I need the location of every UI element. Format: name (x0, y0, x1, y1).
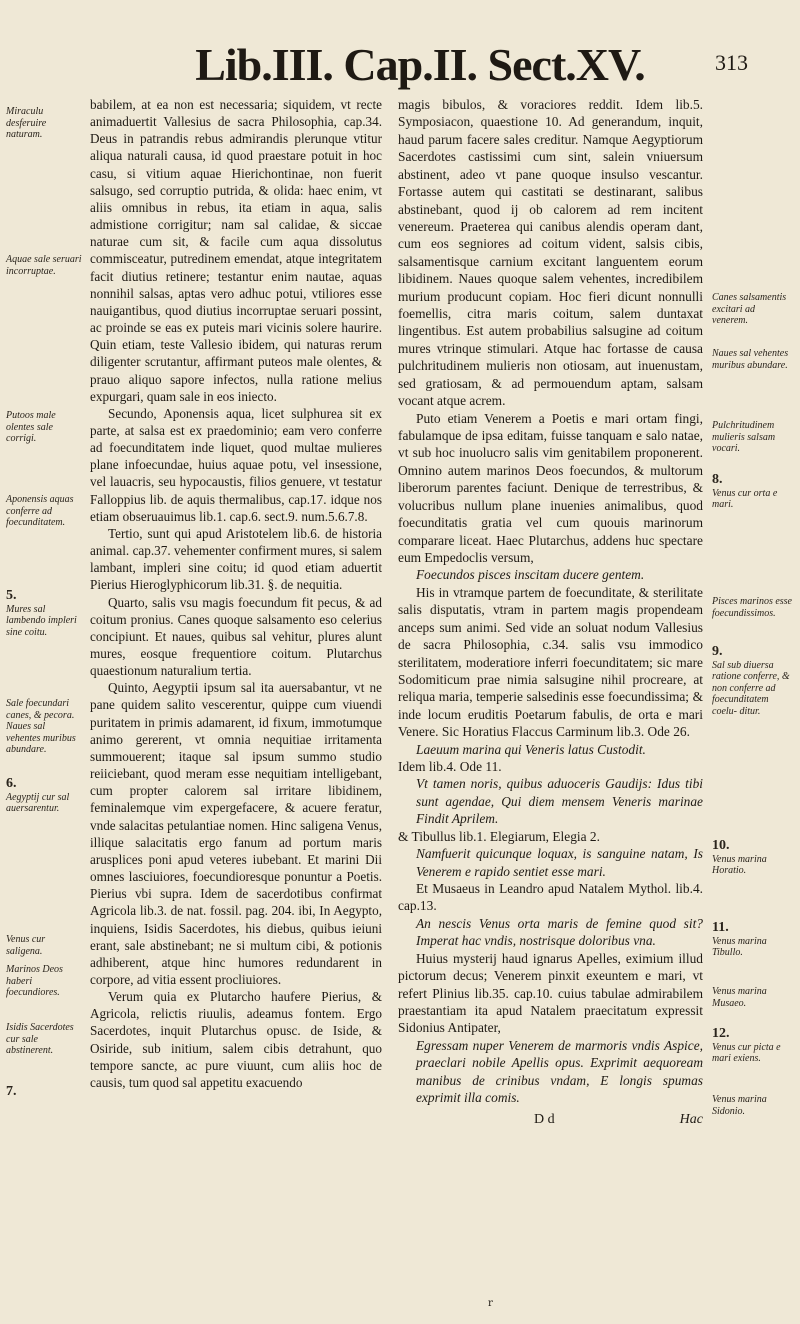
margin-note-left: Isidis Sacerdotes cur sale abstinerent. (6, 1022, 74, 1056)
verse: Foecundos pisces inscitam ducere gentem. (416, 567, 645, 583)
footer-mark: r (488, 1298, 493, 1309)
paragraph: His in vtramque partem de foecunditate, & sterilitate salis disputatis, vtram in partem magis propendeam anceps sum animi. Sed vide an soluat nodum Vallesius de sacra Philosophia, c.34. salis vsu immodico sterilitatem, moderatiore inferri foecunditatem; sic mare Sodomiticum prae nimia salsugine nihil procreare, at reliqua maria, temperie salsedinis esse foecundissima; & inde locum eruditis Poetarum fabulis, de orta e mari Venere. Sic Horatius Flaccus Carminum lib.3. Ode 26. (398, 584, 703, 740)
signature-mark: D d (534, 1112, 555, 1127)
margin-note-right: Pulchritudinem mulieris salsam vocari. (712, 420, 776, 454)
citation: & Tibullus lib.1. Elegiarum, Elegia 2. (398, 828, 600, 844)
margin-note-right: Canes salsamentis excitari ad venerem. (712, 292, 787, 326)
page-number: 313 (715, 50, 748, 75)
citation: Idem lib.4. Ode 11. (398, 759, 502, 775)
margin-note-right: Naues sal vehentes muribus abundare. (712, 348, 789, 371)
paragraph: Huius mysterij haud ignarus Apelles, eximium illud pictorum decus; Venerem pinxit exeuntem e mari, vt refert Plinius lib.35. cap.10. cuius tabulae admirabilem praestantiam ita apud Natalem praecitatum expressit Sidonius Antipater, (398, 950, 703, 1036)
running-head: Lib.III. Cap.II. Sect.XV. (195, 39, 645, 90)
verse: Laeuum marina qui Veneris latus Custodit. (416, 741, 646, 757)
margin-note-right: 8. Venus cur orta e mari. (712, 472, 778, 510)
margin-note-left: Marinos Deos haberi foecundiores. (6, 964, 63, 998)
margin-note-right: 12. Venus cur picta e mari exiens. (712, 1026, 781, 1064)
margin-note-left: Aquae sale seruari incorruptae. (6, 254, 82, 277)
verse: Namfuerit quicunque loquax, is sanguine natam, Is Venerem e rapido sentiet esse mari. (416, 846, 703, 879)
citation: Et Musaeus in Leandro apud Natalem Mythol. lib.4. cap.13. (398, 880, 703, 914)
margin-note-left: Aponensis aquas conferre ad foecunditatem. (6, 494, 74, 528)
margin-note-left: Putoos male olentes sale corrigi. (6, 410, 56, 444)
margin-note-left: Venus cur saligena. (6, 934, 46, 957)
margin-note-right: 11. Venus marina Tibullo. (712, 920, 767, 958)
margin-note-right: Venus marina Sidonio. (712, 1094, 767, 1117)
paragraph: Secundo, Aponensis aqua, licet sulphurea sit ex parte, at salsa est ex praedominio; eam vero conferre ad foecunditatem inde liquet, quod multae mulieres plane infoecundae, huius aquae potu, vel insessione, vel lauacris, seu hypocaustis, filios genuere, vt testatur Falloppius lib. de aquis thermalibus, cap.17. idque nos etiam obseruauimus lib.1. cap.6. sect.9. num.5.6.7.8. (90, 405, 382, 524)
paragraph: babilem, at ea non est necessaria; siquidem, vt recte animaduertit Vallesius de sacra Philosophia, cap.34. Deus in patrandis rebus admirandis plerunque vtitur aliqua naturali causa, id quod praestare potuit in hoc casu, si vitium aquae Hierichontinae, non fuerit salsugo, sed corruptio putrida, & olida: haec enim, vt aliis omnibus in rebus, ita etiam in aqua, salis admistione corrigitur; nam sal calidae, & siccae naturae cum sit, & facile cum aqua dissolutus commisceatur, putredinem emendat, atque integritatem facit diutius retinere; testantur enim nautae, aquas nonnihil salsas, aptas vero adhuc potui, vtiliores esse nauigantibus, quod diutius incorruptae seruari possint, ac proinde se eas ex puteis mari vicinis solere haurire. Quin etiam, teste Vallesio ibidem, qui naturas rerum diligenter scrutantur, affirmant puteos male olentes, & prauo aliquo sapore infectos, nulla ratione melius expurgari, quam sale in eos iniecto. (90, 97, 382, 404)
catchword: Hac (679, 1112, 703, 1127)
verse: An nescis Venus orta maris de femine quod sit? Imperat hac vndis, nostrisque doloribus vna. (416, 915, 703, 949)
margin-note-left: 5. Mures sal lambendo impleri sine coitu. (6, 588, 77, 638)
paragraph: Verum quia ex Plutarcho haufere Pierius, & Agricola, relictis riuulis, adeamus fontem. Ergo Sacerdotes, inquit Plutarchus opusc. de Iside, & Osiride, sub initium, salem cibis detrahunt, quo tempore sancte, ac pure viuunt, cum aliis hoc de causis, tum quod sal appetitu exacuendo (90, 989, 382, 1090)
verse: Vt tamen noris, quibus aduoceris Gaudijs: Idus tibi sunt agendae, Qui diem mensem Veneris marinae Findit Aprilem. (416, 776, 703, 827)
paragraph: Puto etiam Venerem a Poetis e mari ortam fingi, fabulamque de ipsa editam, fuisse tanquam e salo natae, vt sub hoc inuolucro salis vim genitabilem proponerent. Omnino autem marinos Deos foecundos, & multorum liberorum parentes faciunt. Denique de terrestribus, & volucribus nullum plane inuenies animalibus, quod foecunditatis gratia vel cum quouis marinorum comparare liceat. Haec Plutarchus, addens huc spectare eum Empedoclis versum, (398, 410, 703, 565)
margin-note-left: Miraculu desferuire naturam. (6, 106, 47, 140)
paragraph: Quarto, salis vsu magis foecundum fit pecus, & ad coitum pronius. Canes quoque salsamento eso celerius concipiunt. Et naues, quibus sal vehitur, plures alunt mures, eosque frequentiore coitum. Plutarchus quaestionum naturalium tertia. (90, 594, 382, 679)
margin-note-left: 6. Aegyptij cur sal auersarentur. (6, 776, 70, 814)
verse: Egressam nuper Venerem de marmoris vndis Aspice, praeclari nobile Apellis opus. Exprimit aequoream manibus de crinibus vndam, E longis spumas exprimit illa comis. (416, 1037, 703, 1106)
left-column (90, 96, 382, 1091)
paragraph: magis bibulos, & voraciores reddit. Idem lib.5. Symposiacon, quaestione 10. Ad generandum, inquit, haud parum facere sales creditur. Namque Aegyptiorum Sacerdotes castissimi cum sint, salein vniuersum abstinent, adeo vt pane quoque insulso vescantur. Fortasse autem qui castitati se destinarant, salibus abstinebant, quod ij ob calorem ad rem incitent venereum. Praeterea qui canibus alendis operam dant, cum eos segniores ad coitum vident, salsis cibis, salsamentisque carnium excitant languentem eorum libidinem. Naues quoque salem vehentes, incredibilem murium producunt copiam. Hoc fieri dicunt nonnulli foemellis, citra maris coitum, salem duntaxat lingentibus. Est autem probabilius salsugine ad coitum mures vtrinque stimulari. Atque hac fortasse de causa pulchritudinem mulieris non otiosam, aut inuenustam, sed gratiosam, & ad permouendum aptam, salsam vocant atque acrem. (398, 97, 703, 409)
paragraph: Tertio, sunt qui apud Aristotelem lib.6. de historia animal. cap.37. vehementer confirment mures, si salem lambant, impleri sine coitu; id quod etiam aduertit Pierius Hieroglyphicorum lib.31. §. de nequitia. (90, 525, 382, 593)
paragraph: Quinto, Aegyptii ipsum sal ita auersabantur, vt ne pane quidem salito vescerentur, quippe cum viuendi puritatem in primis adamarent, id fixum, immotumque animo gererent, vt omnia nequitiae irritamenta summouerent; itaque sal ipsum summo studio reiiciebant, quod meram esse nequitiam intelligebant, cum propter calorem sal irritare libidinem, feminalemque vim expergefacere, & acuere feratur, vnde salacitas petulantiae nomen. Hinc saligena Venus, illique salacitatis ergo fanum ad portum maris arusplices poni apud veteres iubebant. Et marini Dii omnes lasciuiores, foecundioresque ponuntur a Poetis. Pierius vbi supra. Idem de sacerdotibus confirmat Agricola lib.3. de nat. fossil. pag. 204. ibi, In Aegypto, inquiens, Isidis Sacerdotes, his diebus, quibus ieiuni erant, sale abstinebant; ne si multum cibi, & potionis adhiberent, atque hinc humores redundarent in corpore, ad vitia essent procliuiores. (90, 680, 382, 987)
right-column (398, 96, 703, 1106)
margin-note-right: 9. Sal sub diuersa ratione conferre, & non conferre ad foecunditatem coelu- ditur. (712, 644, 790, 717)
margin-note-left: Sale foecundari canes, & pecora. Naues sal vehentes muribus abundare. (6, 698, 76, 755)
margin-note-right: Pisces marinos esse foecundissimos. (712, 596, 792, 619)
margin-note-right: Venus marina Musaeo. (712, 986, 767, 1009)
margin-note-right: 10. Venus marina Horatio. (712, 838, 767, 876)
margin-note-left: 7. (6, 1084, 17, 1099)
